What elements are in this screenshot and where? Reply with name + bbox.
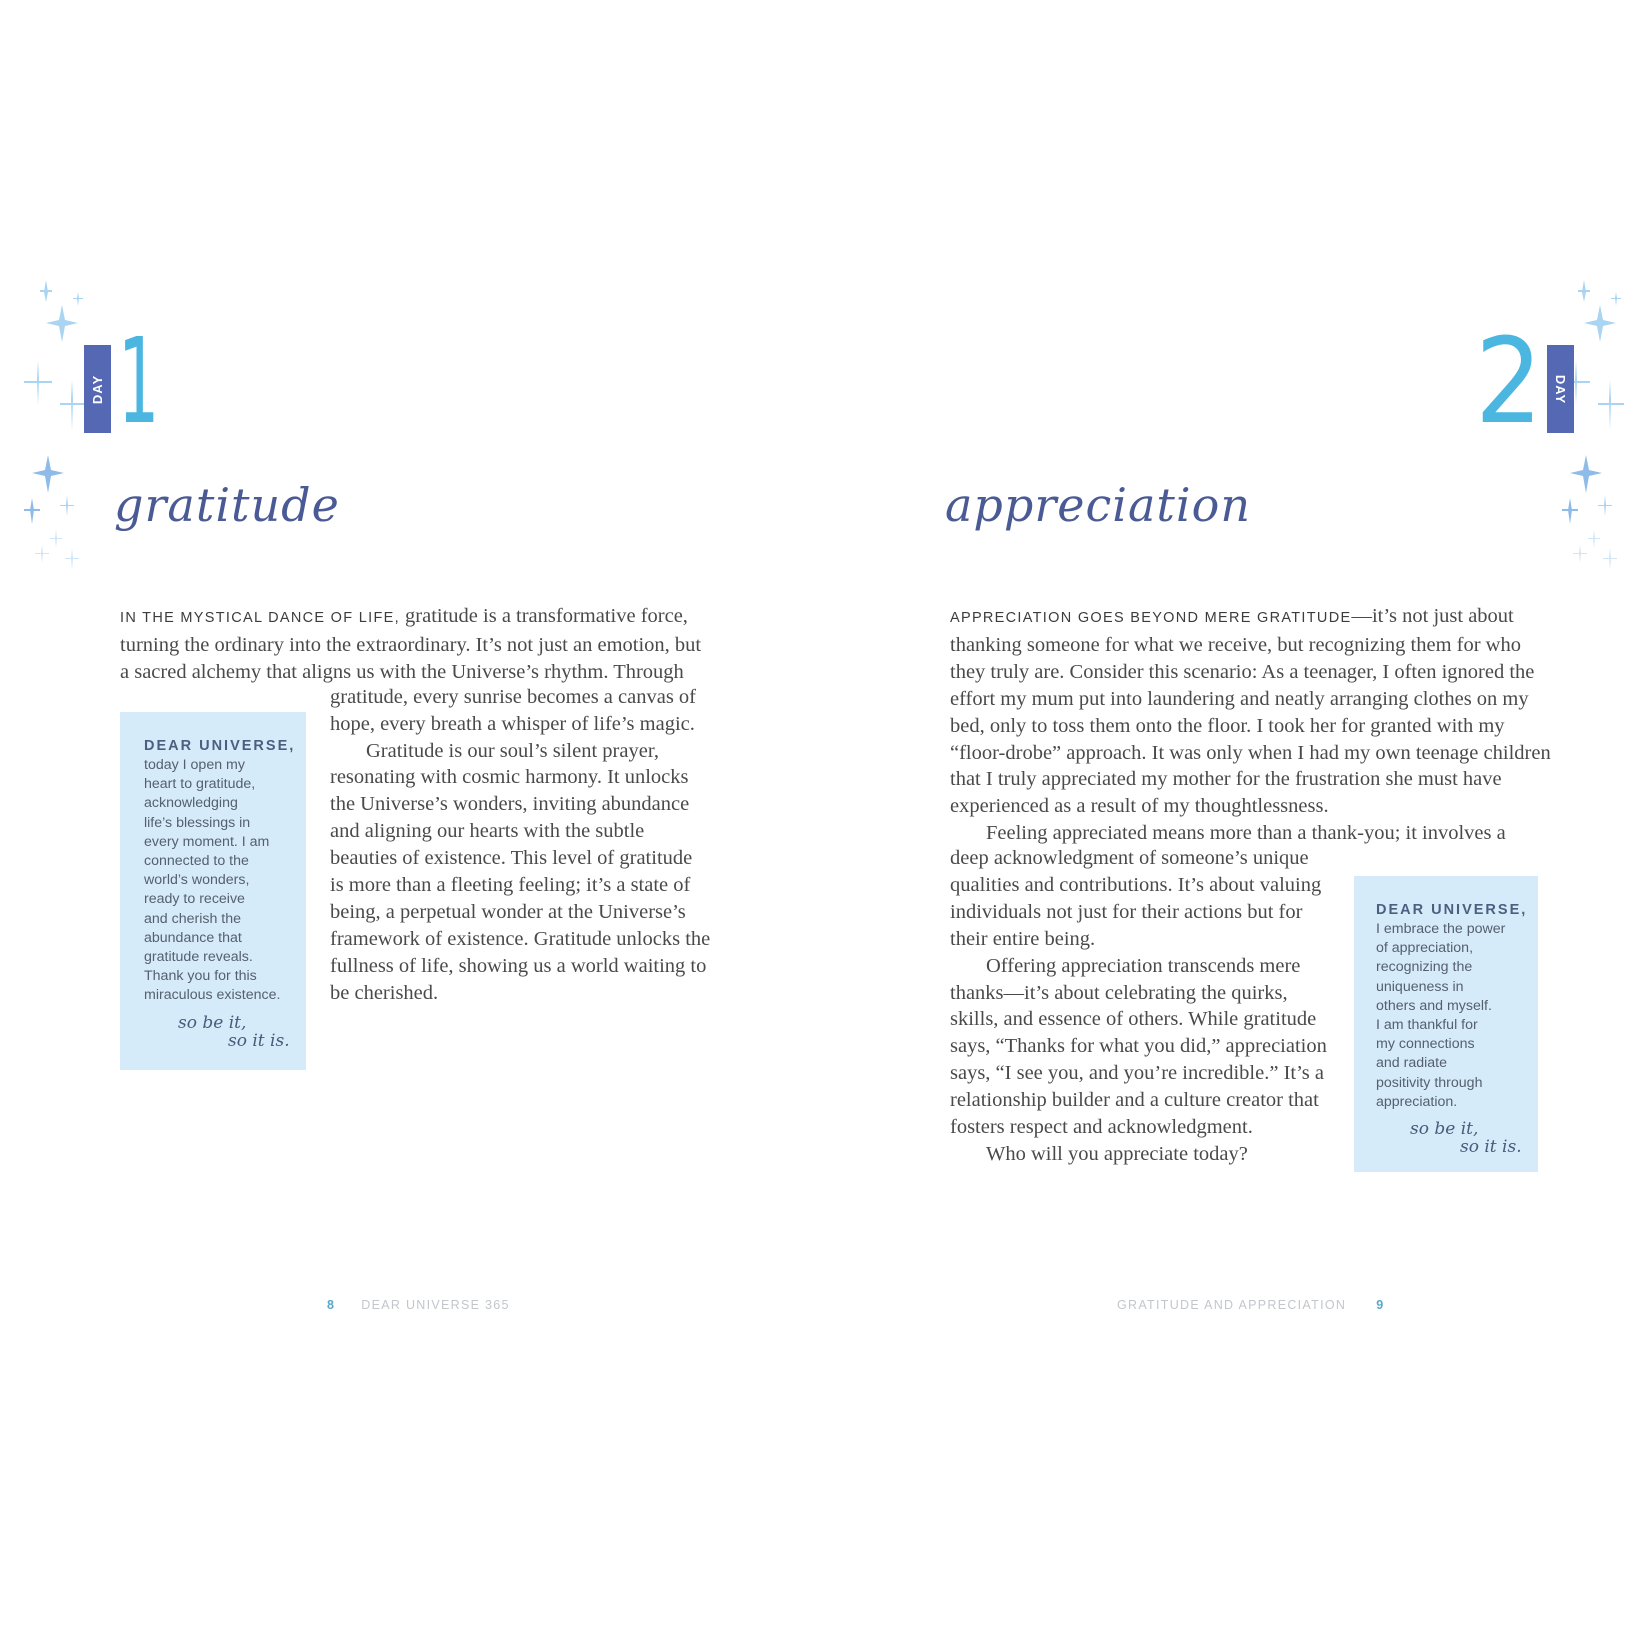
body-text-column: deep acknowledgment of someone’s unique qualities and contributions. It’s about valuing individuals not just for their actions but for their entire being. Offering appreciation transcends mere thanks—it’s about celebrating the quirks, skills, and essence of others. While gratitude says, “Thanks for what you did,” appreciation says, “I see you, and you’re incredible.” It’s a relationship builder and a culture creator that fosters respect and acknowledgment. Who will you appreciate today? xyxy=(950,847,1327,1165)
prayer-box xyxy=(1354,876,1538,1172)
body-text-intro: APPRECIATION GOES BEYOND MERE GRATITUDE—it’s not just about thanking someone for what we receive, but recognizing them for who they truly are. Consider this scenario: As a teenager, I often ignored the effort my mum put into laundering and neatly arranging clothes on my bed, only to toss them onto the floor. I took her for granted with my “floor-drobe” approach. It was only when I had my own teenage children that I truly appreciated my mother for the frustration she must have experienced as a result of my thoughtlessness. Feeling appreciated means more than a thank-you; it involves a xyxy=(950,605,1551,845)
running-head: GRATITUDE AND APPRECIATION xyxy=(1117,1298,1347,1312)
body-text-column: gratitude, every sunrise becomes a canvas of hope, every breath a whisper of life’s magic. Gratitude is our soul’s silent prayer, resonating with cosmic harmony. It unlocks the Universe’s wonders, inviting abundance and aligning our hearts with the subtle beauties of existence. This level of gratitude is more than a fleeting feeling; it’s a state of being, a perpetual wonder at the Universe’s framework of existence. Gratitude unlocks the fullness of life, showing us a world waiting to be cherished. xyxy=(330,685,711,1004)
page-footer-left xyxy=(327,1298,510,1312)
page-number: 8 xyxy=(327,1298,336,1312)
prayer-text: I embrace the power of appreciation, recognizing the uniqueness in others and myself. I am thankful for my connections and radiate positivity through appreciation. xyxy=(1376,921,1506,1110)
body-text-intro: IN THE MYSTICAL DANCE OF LIFE, gratitude is a transformative force, turning the ordinary into the extraordinary. It’s not just an emotion, but a sacred alchemy that aligns us with the Universe’s rhythm. Through xyxy=(120,605,702,683)
day-number: 1 xyxy=(118,312,160,450)
page-title: appreciation xyxy=(945,478,1251,532)
page-title: gratitude xyxy=(114,478,340,532)
day-number: 2 xyxy=(1475,312,1543,450)
prayer-signoff: so be it, so it is. xyxy=(178,1012,290,1051)
prayer-text: today I open my heart to gratitude, acknowledging life’s blessings in every moment. I am connected to the world’s wonders, ready to receive and cherish the abundance that gratitude reveals. Thank you for this miraculous existence. xyxy=(144,757,281,1004)
prayer-heading: DEAR UNIVERSE, xyxy=(144,738,296,754)
day-label: DAY xyxy=(90,374,106,404)
lead-in-caps: APPRECIATION GOES BEYOND MERE GRATITUDE xyxy=(950,610,1352,626)
running-head: DEAR UNIVERSE 365 xyxy=(361,1298,510,1312)
day-tab xyxy=(84,345,111,433)
prayer-box xyxy=(120,712,306,1070)
page-footer-right xyxy=(1117,1298,1384,1312)
sparkles-decoration-icon xyxy=(22,280,92,590)
prayer-signoff: so be it, so it is. xyxy=(1410,1119,1522,1158)
lead-in-caps: IN THE MYSTICAL DANCE OF LIFE, xyxy=(120,610,400,626)
day-label: DAY xyxy=(1553,374,1569,404)
day-tab xyxy=(1547,345,1574,433)
prayer-heading: DEAR UNIVERSE, xyxy=(1376,902,1528,918)
page-number: 9 xyxy=(1376,1298,1385,1312)
sparkles-decoration-icon xyxy=(1560,280,1630,590)
